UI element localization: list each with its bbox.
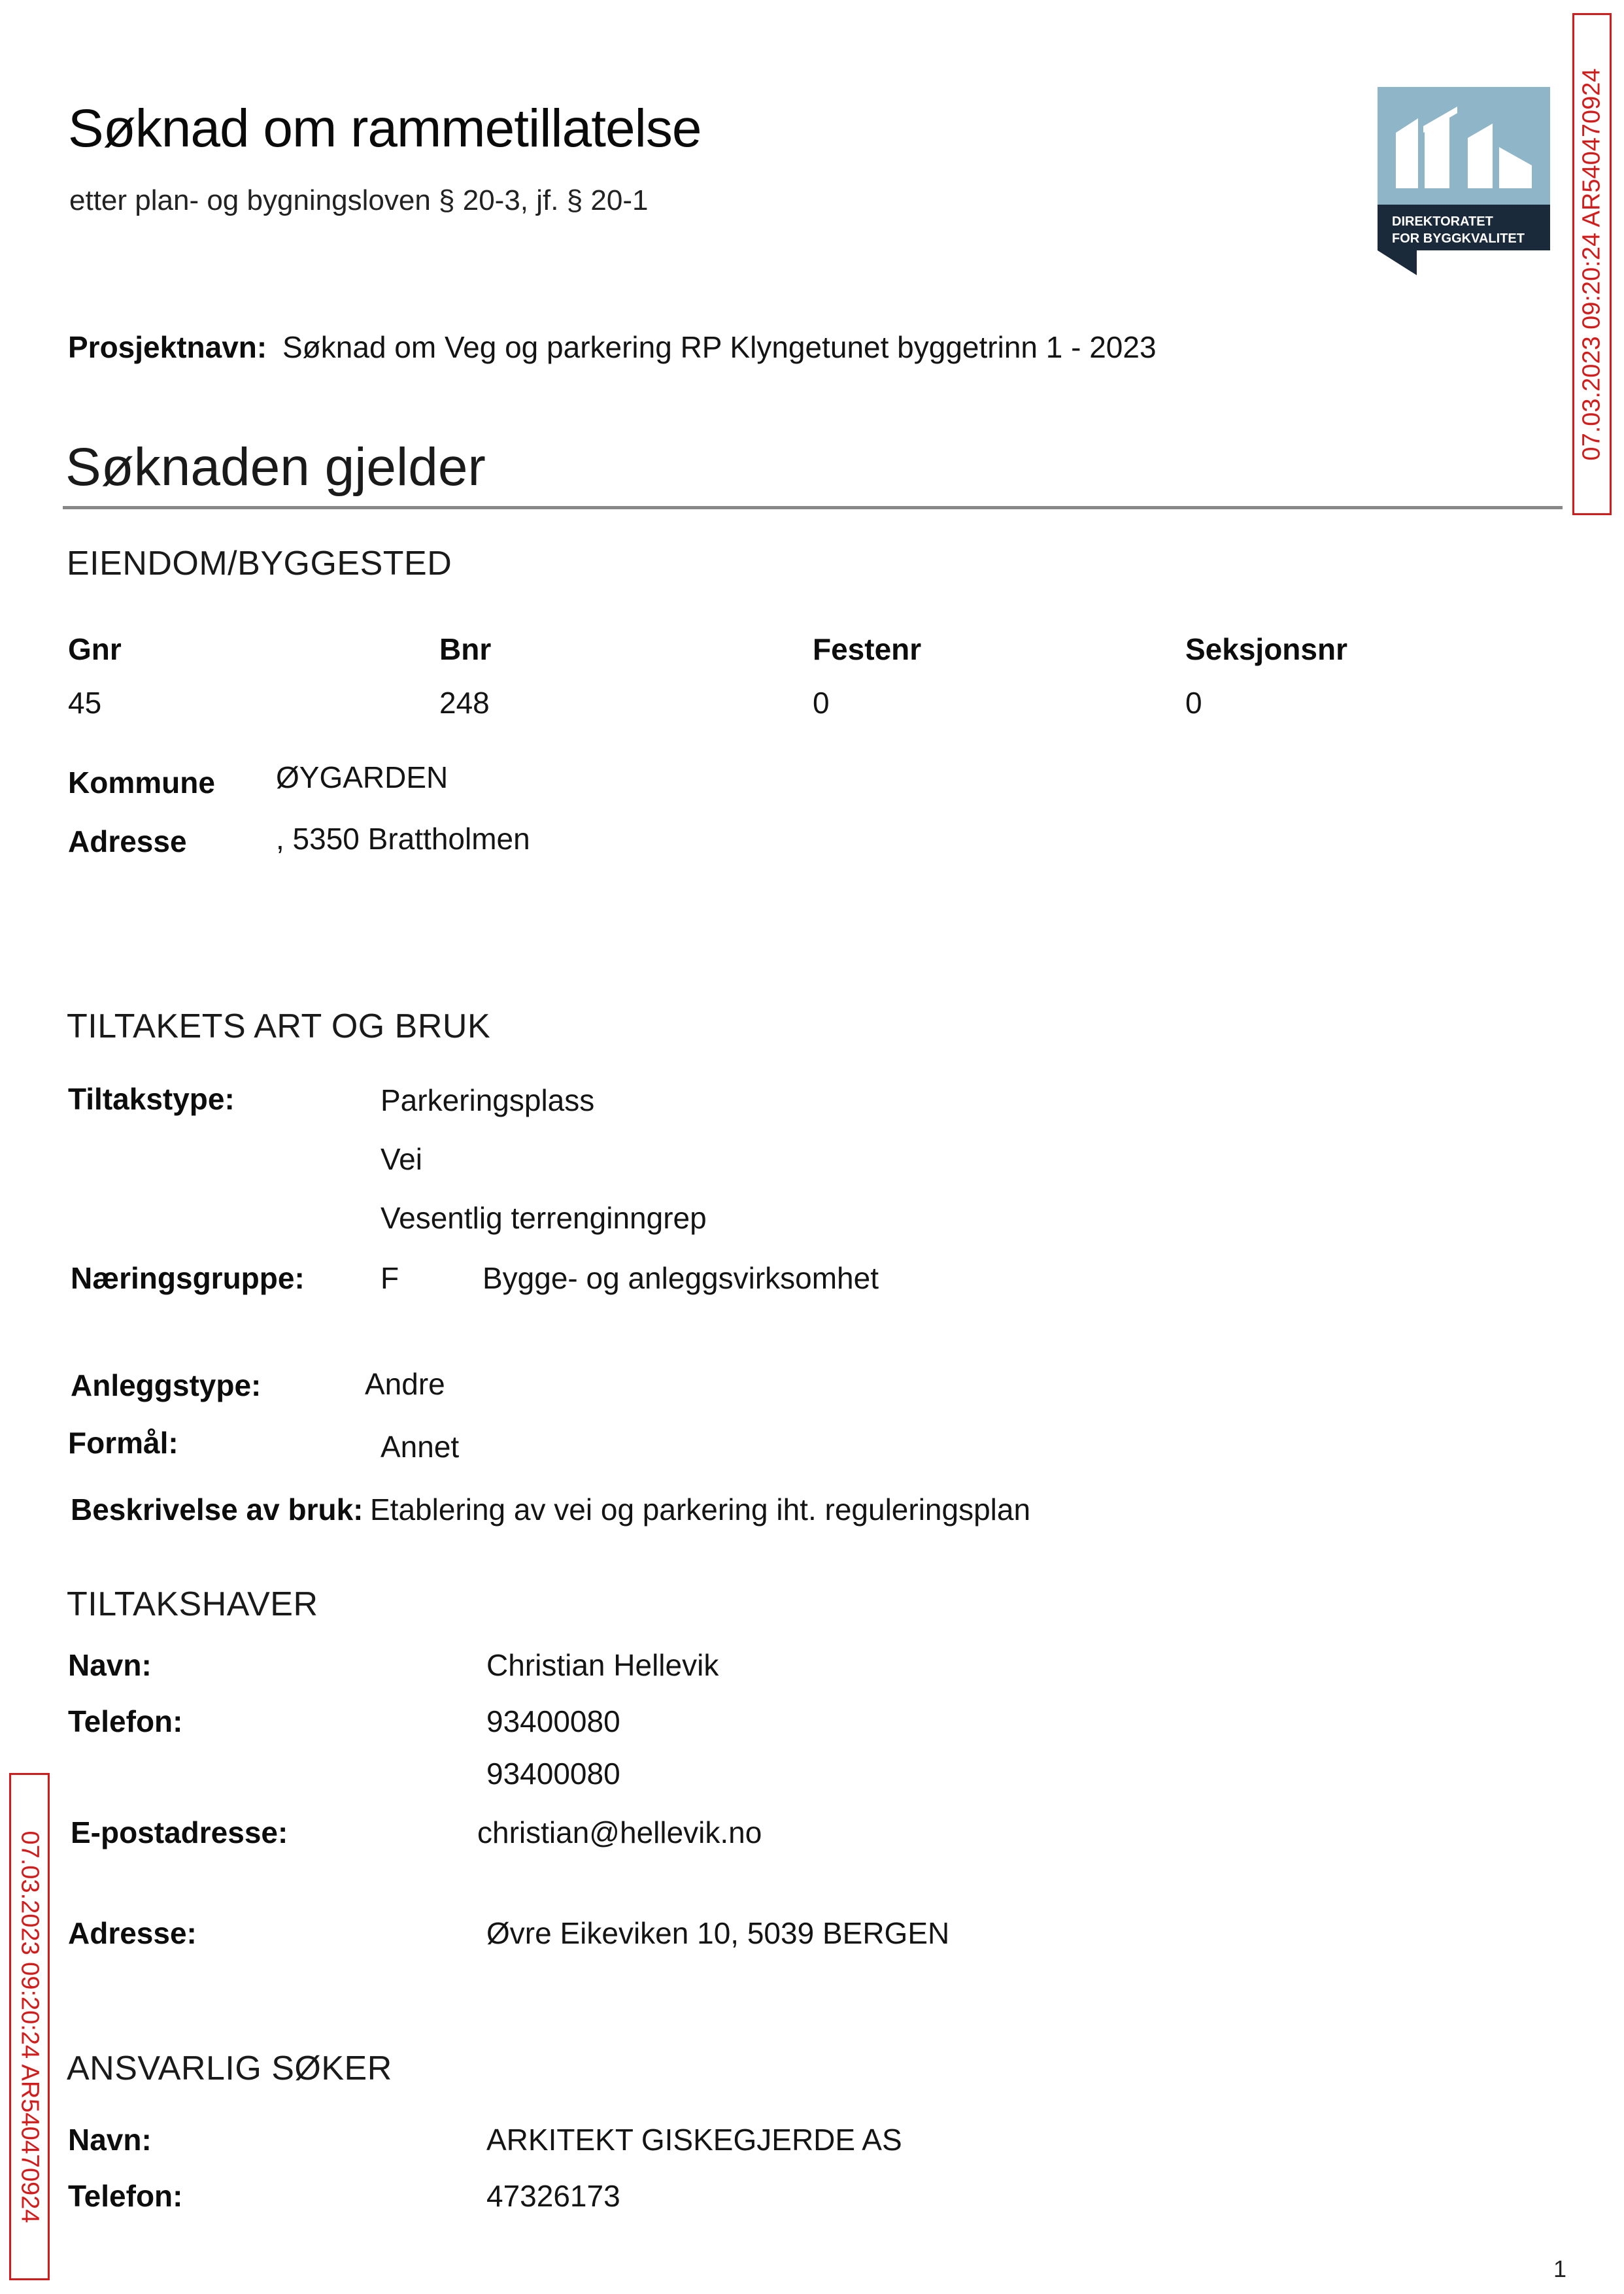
- adresse-value: , 5350 Brattholmen: [276, 822, 530, 856]
- tiltakstype-value: Vesentlig terrenginngrep: [381, 1201, 707, 1235]
- seksjonsnr-value: 0: [1185, 686, 1202, 720]
- tiltakshaver-adresse-label: Adresse:: [68, 1916, 197, 1950]
- document-subtitle: etter plan- og bygningsloven § 20-3, jf. § 20-1: [69, 184, 649, 216]
- seksjonsnr-label: Seksjonsnr: [1185, 632, 1347, 666]
- adresse-label: Adresse: [68, 824, 187, 858]
- tiltakstype-value: Vei: [381, 1142, 422, 1176]
- tiltakshaver-epost-label: E-postadresse:: [71, 1815, 288, 1849]
- eiendom-heading: EIENDOM/BYGGESTED: [67, 545, 452, 582]
- tiltakshaver-telefon-value: 93400080: [486, 1757, 620, 1791]
- section-heading: Søknaden gjelder: [65, 437, 486, 497]
- ansvarlig-telefon-value: 47326173: [486, 2179, 620, 2213]
- timestamp-stamp-side: 07.03.2023 09:20:24 AR540470924: [9, 1773, 50, 2280]
- festenr-label: Festenr: [813, 632, 922, 666]
- tiltakshaver-heading: TILTAKSHAVER: [67, 1585, 318, 1623]
- festenr-value: 0: [813, 686, 830, 720]
- bnr-value: 248: [439, 686, 490, 720]
- page-number: 1: [1553, 2255, 1567, 2282]
- ansvarlig-soker-heading: ANSVARLIG SØKER: [67, 2049, 392, 2087]
- formal-label: Formål:: [68, 1426, 178, 1460]
- section-divider: [63, 506, 1563, 509]
- bnr-label: Bnr: [439, 632, 492, 666]
- tiltakshaver-adresse-value: Øvre Eikeviken 10, 5039 BERGEN: [486, 1916, 950, 1950]
- tiltakshaver-navn-label: Navn:: [68, 1648, 152, 1682]
- tiltakshaver-epost-value: christian@hellevik.no: [477, 1815, 762, 1849]
- anleggstype-value: Andre: [365, 1367, 445, 1401]
- naeringsgruppe-code: F: [381, 1261, 399, 1295]
- logo-text-line1: DIREKTORATET: [1392, 214, 1493, 229]
- document-title: Søknad om rammetillatelse: [68, 99, 702, 158]
- ansvarlig-telefon-label: Telefon:: [68, 2179, 183, 2213]
- kommune-label: Kommune: [68, 766, 215, 800]
- project-name-label: Prosjektnavn:: [68, 330, 267, 364]
- anleggstype-label: Anleggstype:: [71, 1368, 262, 1402]
- dibk-logo: [1378, 87, 1550, 280]
- dibk-logo-graphic: [1378, 87, 1550, 277]
- kommune-value: ØYGARDEN: [276, 760, 448, 794]
- timestamp-stamp-top: 07.03.2023 09:20:24 AR540470924: [1572, 13, 1612, 515]
- logo-text-line2: FOR BYGGKVALITET: [1392, 231, 1525, 246]
- tiltakstype-label: Tiltakstype:: [68, 1082, 235, 1116]
- beskrivelse-value: Etablering av vei og parkering iht. reguleringsplan: [370, 1493, 1031, 1527]
- tiltakstype-value: Parkeringsplass: [381, 1083, 595, 1117]
- ansvarlig-navn-label: Navn:: [68, 2123, 152, 2157]
- tiltakshaver-telefon-value: 93400080: [486, 1704, 620, 1738]
- tiltakshaver-telefon-label: Telefon:: [68, 1704, 183, 1738]
- formal-value: Annet: [381, 1430, 460, 1464]
- tiltakshaver-navn-value: Christian Hellevik: [486, 1648, 719, 1682]
- ansvarlig-navn-value: ARKITEKT GISKEGJERDE AS: [486, 2123, 902, 2157]
- project-name-value: Søknad om Veg og parkering RP Klyngetunet byggetrinn 1 - 2023: [282, 330, 1157, 364]
- beskrivelse-label: Beskrivelse av bruk:: [71, 1493, 364, 1527]
- gnr-value: 45: [68, 686, 102, 720]
- naeringsgruppe-label: Næringsgruppe:: [71, 1261, 305, 1295]
- gnr-label: Gnr: [68, 632, 122, 666]
- naeringsgruppe-value: Bygge- og anleggsvirksomhet: [482, 1261, 879, 1295]
- tiltak-heading: TILTAKETS ART OG BRUK: [67, 1007, 491, 1045]
